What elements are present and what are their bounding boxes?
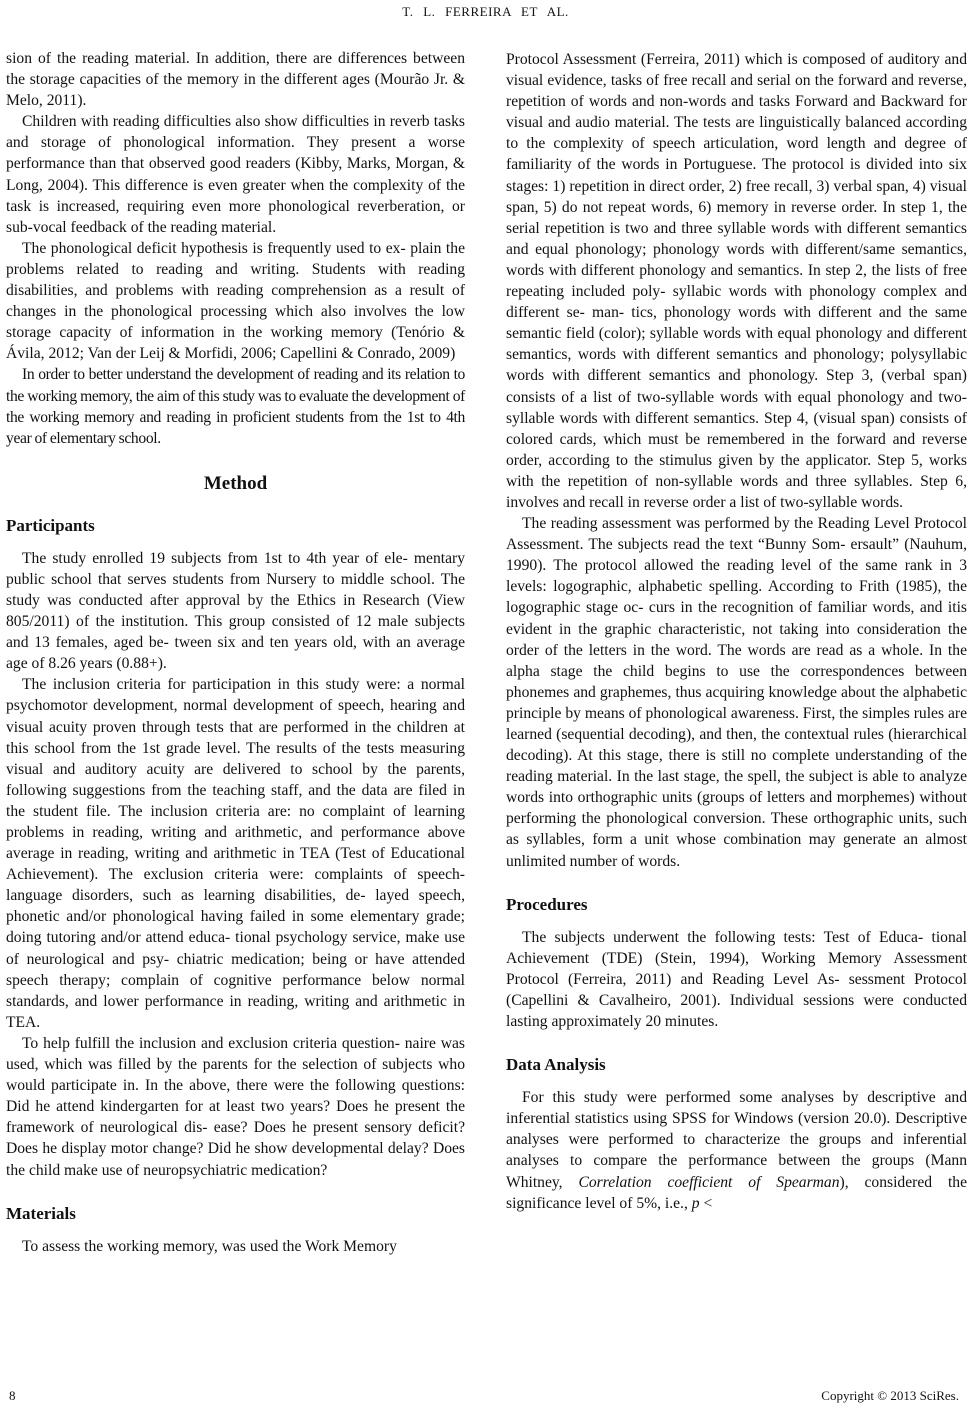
paragraph: The reading assessment was performed by the Reading Level Protocol Assessment. The subjects read the text “Bunny Som- ersault” (Nauhum, 1990). The protocol allowed the reading level of the same rank in 3 levels: logographic, alphabetic spelling. According to Frith (1985), the logographic stage oc- curs in the recognition of familiar words, and itis evident in the graphic characteristic, not taking into consideration the order of the letters in the word. The words are read as a whole. In the alpha stage the child begins to use the correspondences between phonemes and graphemes, thus acquiring knowledge about the alphabetic principle by means of phonological awareness. First, the simples rules are learned (sequential decoding), and then, the contextual rules (hierarchical decoding). At this stage, there is still no complete understanding of the reading material. In the last stage, the spell, the subject is able to analyze words into orthographic units (groups of letters and morphemes) without performing the phonological conversion. These orthographic units, such as syllables, form a unit whose combination may generate an almost unlimited number of words. <box>506 515 967 870</box>
subsection-heading-materials: Materials <box>6 1203 76 1223</box>
text-run: ), considered the significance level of 5%, i.e., <box>506 1173 967 1212</box>
copyright-notice: Copyright © 2013 SciRes. <box>821 1388 959 1403</box>
text-run: For this study were performed some analyses by descriptive and inferential statistics using SPSS for Windows (version 20.0). Descriptive analyses were performed to characterize the groups and inferential analyses to compare the performance between the groups (Mann Whitney, <box>506 1089 967 1191</box>
paragraph: To assess the working memory, was used the Work Memory <box>22 1237 397 1255</box>
page-number: 8 <box>9 1388 16 1403</box>
italic-term: Correlation coefficient of Spearman <box>578 1173 840 1191</box>
text-run: < <box>699 1194 713 1212</box>
subsection-heading-procedures: Procedures <box>506 894 588 914</box>
subsection-heading-participants: Participants <box>6 515 95 535</box>
paragraph <box>506 1087 967 1214</box>
italic-symbol: p <box>691 1194 700 1212</box>
paragraph: The study enrolled 19 subjects from 1st to 4th year of ele- mentary public school that serves students from Nursery to middle school. The study was conducted after approval by the Ethics in Research (View 805/2011) of the institution. This group consisted of 12 male subjects and 13 females, aged be- tween six and ten years old, with an average age of 8.26 years (0.88+). <box>6 549 465 673</box>
paragraph: The subjects underwent the following tests: Test of Educa- tional Achievement (TDE) (Stein, 1994), Working Memory Assessment Protocol (Ferreira, 2011) and Reading Level As- sessment Protocol (Capellini & Cavalheiro, 2001). Individual sessions were conducted lasting approximately 20 minutes. <box>506 928 967 1031</box>
paragraph: To help fulfill the inclusion and exclusion criteria question- naire was used, which was filled by the parents for the selection of subjects who would participate in. In the above, there were the following questions: Did he attend kindergarten for at least two years? Does he present the framework of neurological dis- ease? Does he present sensory deficit? Does he display motor change? Did he show developmental delay? Does the child make use of neuropsychiatric medication? <box>6 1034 465 1179</box>
paragraph: Protocol Assessment (Ferreira, 2011) which is composed of auditory and visual evidence, tasks of free recall and serial on the forward and reverse, repetition of words and non-words and tasks Forward and Backward for visual and audio material. The tests are linguistically balanced according to the complexity of speech articulation, word length and degree of familiarity of the words in Portuguese. The protocol is divided into six stages: 1) repetition in direct order, 2) free recall, 3) verbal span, 4) visual span, 5) do not repeat words, 6) memory in reverse order. In step 1, the serial repetition is two and three syllable words with different semantics and equal phonology; phonology words with different/same semantics, words with different phonology and semantics. In step 2, the lists of free repeating included poly- syllabic words with phonology complex and different se- man- tics, phonology words with different and the same semantic field (color); syllable words with equal phonology and different semantics, words with different semantics and phonology; polysyllabic words with different semantics and phonology. Step 3, (verbal span) consists of a list of two-syllable words with equal phonology and two-syllable words with different semantics. Step 4, (visual span) consists of colored cards, which must be remembered in the forward and reverse order, according to the stimulus given by the applicator. Step 5, works with the repetition of non-syllable words and three syllables. Step 6, involves and recall in reverse order a list of two-syllable words. <box>506 51 967 511</box>
paragraph: Children with reading difficulties also show difficulties in reverb tasks and storage of phonological information. They present a worse performance than that observed good readers (Kibby, Marks, Morgan, & Long, 2004). This difference is even greater when the complexity of the task is increased, requiring even more phonological reverberation, or sub-vocal feedback of the reading material. <box>6 113 465 236</box>
left-column <box>6 48 465 1257</box>
running-head: T. L. FERREIRA ET AL. <box>402 4 569 19</box>
paragraph: The phonological deficit hypothesis is frequently used to ex- plain the problems related to reading and writing. Students with reading disabilities, and problems with reading comprehension as a result of changes in the phonological processing which also involves the low storage capacity of information in the working memory (Tenório & Ávila, 2012; Van der Leij & Morfidi, 2006; Capellini & Conrado, 2009) <box>6 239 465 363</box>
paragraph: sion of the reading material. In addition, there are differences between the storage capacities of the memory in the different ages (Mourão Jr. & Melo, 2011). <box>6 50 465 110</box>
section-heading-method: Method <box>203 472 268 494</box>
paragraph: The inclusion criteria for participation in this study were: a normal psychomotor development, normal development of speech, hearing and visual acuity proven through tests that are performed in the children at this school from the 1st grade level. The results of the tests measuring visual and auditory acuity are delivered to school by the parents, following suggestions from the teaching staff, and the data are filed in the student file. The inclusion criteria are: no complaint of learning problems in reading, writing and arithmetic, and performance above average in reading, writing and arithmetic in TEA (Test of Educational Achievement). The exclusion criteria were: complaints of speech-language disorders, such as learning disabilities, de- layed speech, phonetic and/or phonological having failed in some elementary grade; doing tutoring and/or attend educa- tional psychology service, make use of neurological and psy- chiatric medication; being or have attended speech therapy; complain of cognitive performance below normal standards, and lower performance in reading, writing and arithmetic in TEA. <box>6 676 465 1031</box>
subsection-heading-data-analysis: Data Analysis <box>506 1055 606 1075</box>
paragraph: In order to better understand the development of reading and its relation to the working memory, the aim of this study was to evaluate the development of the working memory and reading in proficient students from the 1st to 4th year of elementary school. <box>6 366 465 447</box>
right-column <box>506 49 967 1214</box>
